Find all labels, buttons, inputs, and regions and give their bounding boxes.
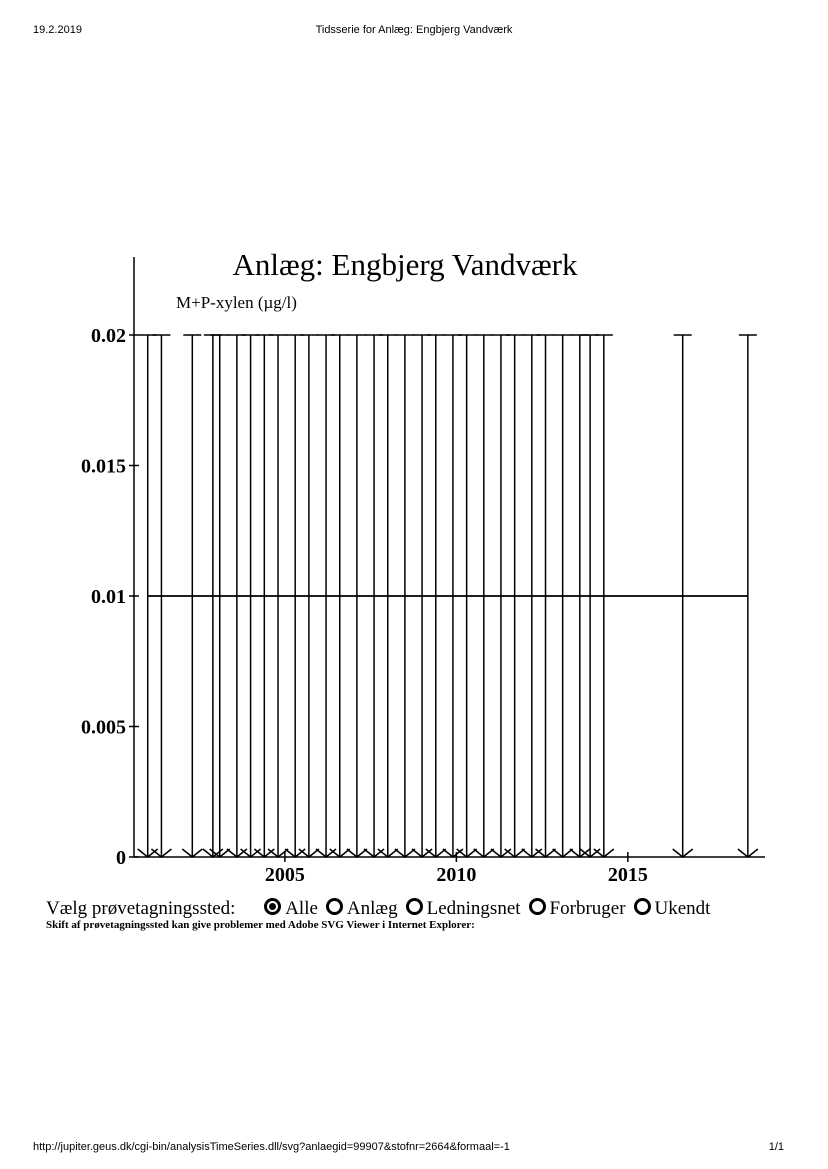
site-option-ukendt[interactable]	[634, 898, 711, 920]
sampling-site-selector	[46, 898, 806, 920]
site-option-label: Anlæg	[346, 898, 398, 919]
x-tick-label: 2010	[436, 864, 477, 886]
site-option-label: Ukendt	[654, 898, 711, 919]
site-option-alle[interactable]	[264, 898, 318, 920]
radio-button-icon[interactable]	[634, 898, 651, 915]
print-title: Tidsserie for Anlæg: Engbjerg Vandværk	[315, 24, 513, 36]
print-url: http://jupiter.geus.dk/cgi-bin/analysisTimeSeries.dll/svg?anlaegid=99907&stofnr=2664&formaal=-1	[33, 1141, 510, 1153]
data-marks	[138, 335, 758, 857]
site-option-ledningsnet[interactable]	[406, 898, 521, 920]
chart-axes	[134, 257, 765, 857]
y-axis-ticks	[81, 325, 139, 869]
site-option-label: Ledningsnet	[426, 898, 521, 919]
site-option-label: Alle	[285, 898, 318, 919]
y-tick-label: 0.01	[91, 586, 126, 608]
radio-button-icon[interactable]	[264, 898, 281, 915]
x-tick-label: 2005	[264, 864, 305, 886]
chart-title: Anlæg: Engbjerg Vandværk	[232, 247, 578, 282]
site-option-label: Forbruger	[549, 898, 626, 919]
sampling-site-label: Vælg prøvetagningssted:	[46, 898, 236, 919]
y-tick-label: 0.02	[91, 325, 126, 347]
site-option-anlæg[interactable]	[326, 898, 398, 920]
x-tick-label: 2015	[607, 864, 648, 886]
y-tick-label: 0.005	[81, 716, 126, 739]
radio-button-icon[interactable]	[326, 898, 343, 915]
site-option-forbruger[interactable]	[529, 898, 626, 920]
y-tick-label: 0.015	[81, 455, 126, 478]
page-number: 1/1	[768, 1141, 784, 1153]
radio-button-icon[interactable]	[529, 898, 546, 915]
y-tick-label: 0	[116, 847, 126, 869]
radio-button-icon[interactable]	[406, 898, 423, 915]
y-axis-unit-label: M+P-xylen (µg/l)	[176, 293, 297, 312]
viewer-warning-note: Skift af prøvetagningssted kan give problemer med Adobe SVG Viewer i Internet Explorer:	[46, 919, 475, 931]
print-date: 19.2.2019	[33, 24, 82, 36]
